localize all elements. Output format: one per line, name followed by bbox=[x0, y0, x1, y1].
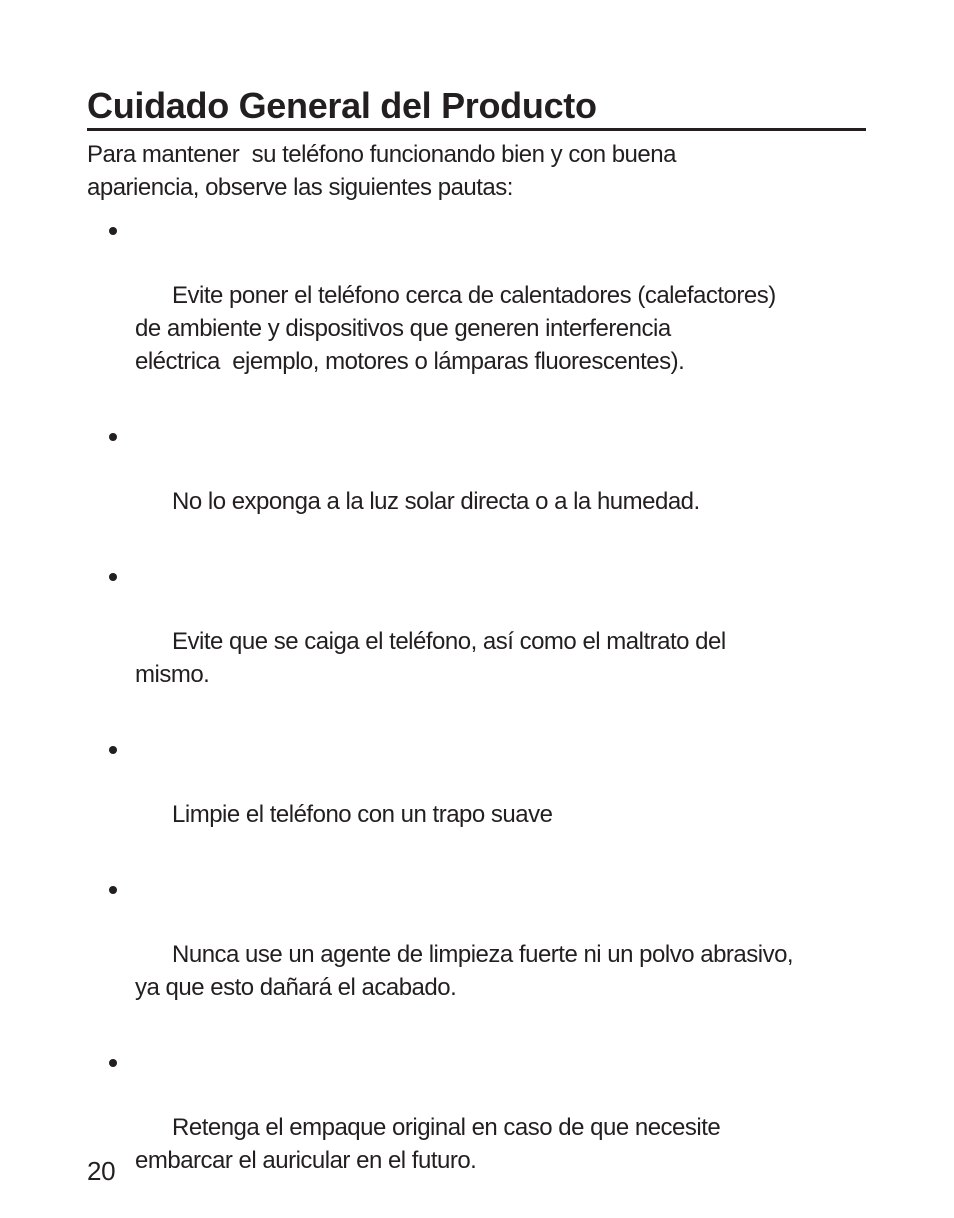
section-heading bbox=[87, 84, 866, 131]
bullet-icon bbox=[109, 746, 117, 754]
page-title: Cuidado General del Producto bbox=[87, 85, 597, 126]
list-item bbox=[107, 559, 867, 724]
list-item-text: Limpie el teléfono con un trapo suave bbox=[172, 801, 553, 828]
list-item-text: Retenga el empaque original en caso de que necesite embarcar el auricular en el futuro. bbox=[135, 1114, 721, 1174]
list-item-text: No lo exponga a la luz solar directa o a la humedad. bbox=[172, 488, 700, 515]
list-item bbox=[107, 1045, 867, 1210]
list-item-text: Evite que se caiga el teléfono, así como el maltrato del mismo. bbox=[135, 628, 726, 688]
bullet-icon bbox=[109, 227, 117, 235]
care-guidelines-list bbox=[107, 213, 867, 1218]
intro-paragraph: Para mantener su teléfono funcionando bien y con buena apariencia, observe las siguientes pautas: bbox=[87, 141, 676, 201]
bullet-icon bbox=[109, 1059, 117, 1067]
bullet-icon bbox=[109, 886, 117, 894]
list-item bbox=[107, 419, 867, 551]
page-number: 20 bbox=[87, 1156, 116, 1186]
bullet-icon bbox=[109, 573, 117, 581]
list-item-text: Nunca use un agente de limpieza fuerte ni un polvo abrasivo, ya que esto dañará el acabado. bbox=[135, 941, 794, 1001]
list-item-text: Evite poner el teléfono cerca de calentadores (calefactores) de ambiente y dispositivos que generen interferencia eléctrica ejemplo, motores o lámparas fluorescentes). bbox=[135, 282, 776, 375]
list-item bbox=[107, 872, 867, 1037]
bullet-icon bbox=[109, 433, 117, 441]
list-item bbox=[107, 732, 867, 864]
list-item bbox=[107, 213, 867, 411]
